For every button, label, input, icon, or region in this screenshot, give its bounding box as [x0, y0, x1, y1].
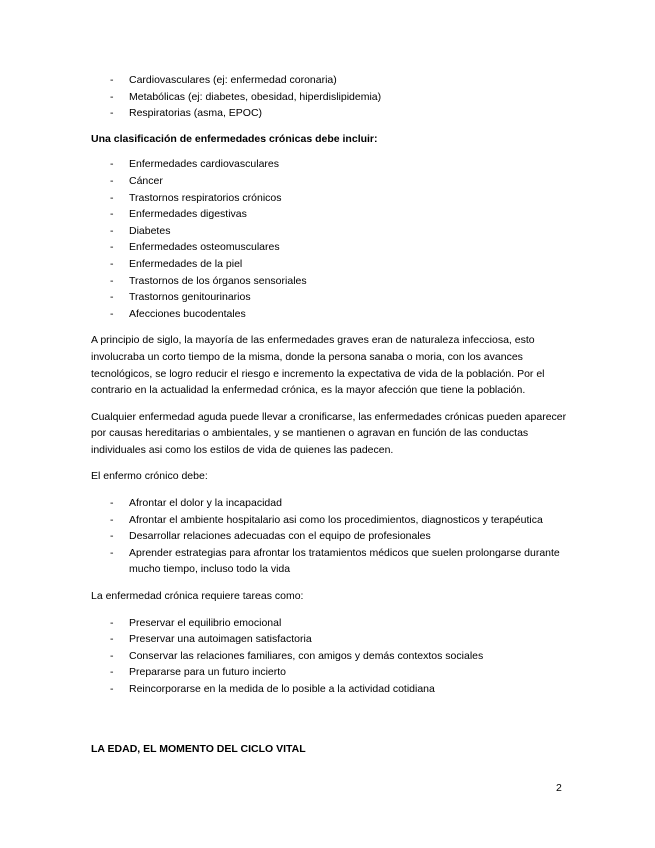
list-item-text: Afecciones bucodentales — [129, 307, 246, 320]
list-item-text: Prepararse para un futuro incierto — [129, 666, 287, 679]
list-item-text: Desarrollar relaciones adecuadas con el equipo de profesionales — [129, 530, 431, 543]
dash-bullet: - — [110, 274, 114, 287]
dash-bullet: - — [110, 633, 114, 646]
list-item-text: Trastornos genitourinarios — [129, 291, 251, 304]
dash-bullet: - — [110, 90, 114, 103]
list-item-text: Afrontar el ambiente hospitalario asi como los procedimientos, diagnosticos y terapéutica — [129, 513, 543, 526]
tasks-intro: La enfermedad crónica requiere tareas como: — [91, 590, 304, 603]
tasks-list — [91, 615, 571, 698]
dash-bullet: - — [110, 158, 114, 171]
list-item — [91, 206, 571, 223]
list-item-text: Respiratorias (asma, EPOC) — [129, 107, 263, 120]
list-item-text: Enfermedades osteomusculares — [129, 241, 280, 254]
dash-bullet: - — [110, 530, 114, 543]
dash-bullet: - — [110, 649, 114, 662]
dash-bullet: - — [110, 666, 114, 679]
dash-bullet: - — [110, 208, 114, 221]
dash-bullet: - — [110, 307, 114, 320]
list-item — [91, 173, 571, 190]
page-content — [91, 72, 571, 757]
list-item-text: Cardiovasculares (ej: enfermedad coronaria) — [129, 74, 337, 86]
list-item-text: Conservar las relaciones familiares, con amigos y demás contextos sociales — [129, 649, 484, 662]
list-item — [91, 223, 571, 240]
list-item — [91, 631, 571, 648]
dash-bullet: - — [110, 74, 114, 86]
list-item — [91, 545, 571, 578]
list-item — [91, 273, 571, 290]
dash-bullet: - — [110, 241, 114, 254]
list-item-text: Enfermedades digestivas — [129, 208, 247, 221]
list-item-text: Trastornos respiratorios crónicos — [129, 191, 282, 204]
dash-bullet: - — [110, 616, 114, 629]
list-item-text: Reincorporarse en la medida de lo posible a la actividad cotidiana — [129, 683, 435, 695]
list-item — [91, 528, 571, 545]
list-item — [91, 289, 571, 306]
list-item — [91, 89, 571, 106]
paragraph-infectious-history: A principio de siglo, la mayoría de las enfermedades graves eran de naturaleza infecciosa, esto involucraba un corto tiempo de la misma, donde la persona sanaba o moria, con los avances tecnológicos, se logro reducir el riesgo e incremento la expectativa de vida de la población. Por el contrario en la actualidad la enfermedad crónica, es la mayor afección que tiene la población. — [91, 334, 545, 397]
classification-list — [91, 156, 571, 322]
page-number: 2 — [556, 782, 562, 794]
list-item — [91, 105, 571, 122]
list-item-text: Metabólicas (ej: diabetes, obesidad, hiperdislipidemia) — [129, 90, 382, 103]
list-item — [91, 664, 571, 681]
list-item — [91, 256, 571, 273]
section-heading: LA EDAD, EL MOMENTO DEL CICLO VITAL — [91, 742, 306, 755]
list-item-text: Enfermedades cardiovasculares — [129, 158, 279, 171]
dash-bullet: - — [110, 224, 114, 237]
list-item-text: Cáncer — [129, 174, 163, 187]
list-item — [91, 72, 571, 89]
patient-intro: El enfermo crónico debe: — [91, 470, 208, 483]
list-item-text: Preservar una autoimagen satisfactoria — [129, 633, 312, 646]
list-item-text: Trastornos de los órganos sensoriales — [129, 274, 307, 287]
dash-bullet: - — [110, 546, 114, 559]
list-item — [91, 495, 571, 512]
list-item — [91, 648, 571, 665]
list-item — [91, 681, 571, 698]
dash-bullet: - — [110, 107, 114, 120]
list-item — [91, 512, 571, 529]
dash-bullet: - — [110, 291, 114, 304]
list-item-text: Diabetes — [129, 224, 171, 237]
list-item — [91, 615, 571, 632]
classification-heading: Una clasificación de enfermedades crónicas debe incluir: — [91, 132, 378, 145]
list-item — [91, 190, 571, 207]
dash-bullet: - — [110, 683, 114, 695]
list-item-text: Enfermedades de la piel — [129, 257, 243, 270]
list-item — [91, 239, 571, 256]
patient-list — [91, 495, 571, 578]
dash-bullet: - — [110, 497, 114, 510]
list-item — [91, 156, 571, 173]
dash-bullet: - — [110, 513, 114, 526]
list-item-text: Afrontar el dolor y la incapacidad — [129, 497, 282, 510]
dash-bullet: - — [110, 174, 114, 187]
list-item-text: Aprender estrategias para afrontar los tratamientos médicos que suelen prolongarse durante mucho tiempo, incluso todo la vida — [129, 546, 560, 576]
list-item — [91, 306, 571, 323]
paragraph-chronification: Cualquier enfermedad aguda puede llevar a cronificarse, las enfermedades crónicas pueden aparecer por causas hereditarias o ambientales, y se mantienen o agravan en función de las conductas individuales asi como los estilos de vida de quienes las padecen. — [91, 410, 567, 456]
dash-bullet: - — [110, 191, 114, 204]
list-item-text: Preservar el equilibrio emocional — [129, 616, 282, 629]
intro-list — [91, 72, 571, 122]
dash-bullet: - — [110, 257, 114, 270]
